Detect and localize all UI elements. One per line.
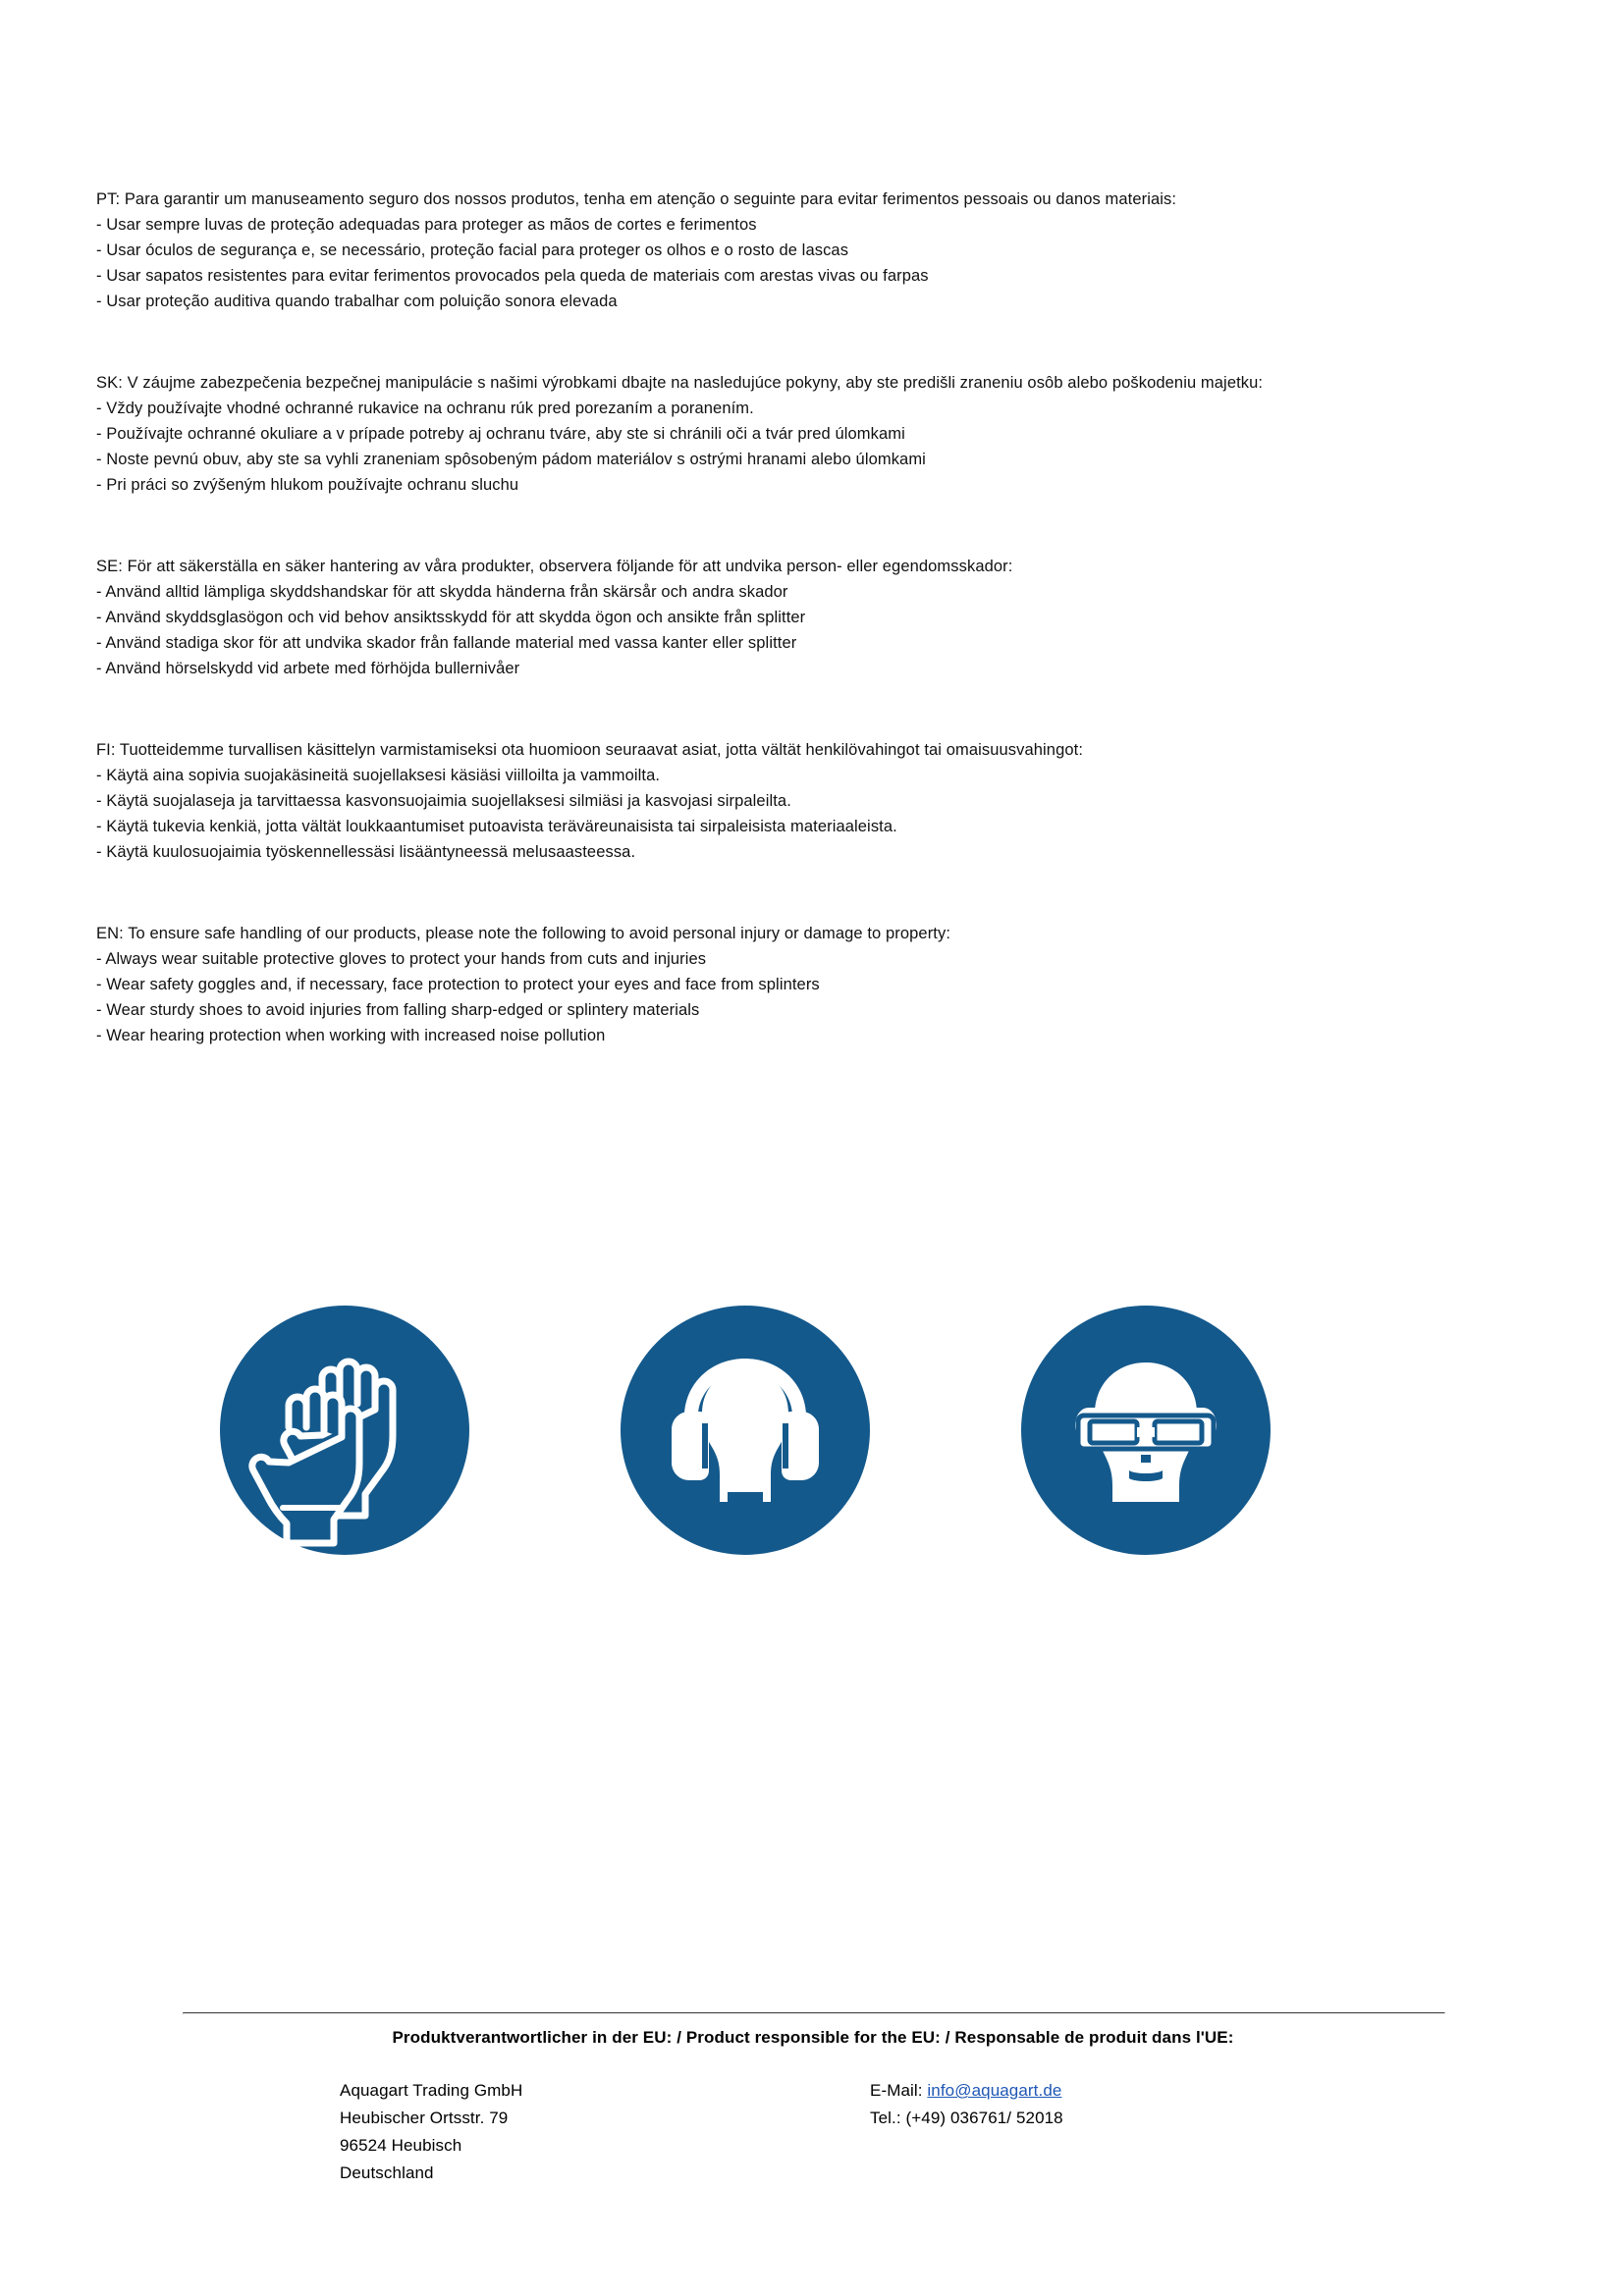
en-bullet: - Wear safety goggles and, if necessary, face protection to protect your eyes and face from splinters — [96, 976, 820, 993]
en-bullet: - Wear hearing protection when working with increased noise pollution — [96, 1027, 606, 1044]
sk-bullet: - Noste pevnú obuv, aby ste sa vyhli zraneniam spôsobeným pádom materiálov s ostrými hranami alebo úlomkami — [96, 451, 926, 468]
fi-bullet: - Käytä suojalaseja ja tarvittaessa kasvonsuojaimia suojellaksesi silmiäsi ja kasvojasi sirpaleilta. — [96, 792, 791, 810]
footer-divider — [183, 2012, 1445, 2014]
safety-goggles-icon — [1021, 1306, 1271, 1555]
fi-bullet: - Käytä kuulosuojaimia työskennellessäsi lisääntyneessä melusaasteessa. — [96, 843, 636, 861]
en-bullet: - Wear sturdy shoes to avoid injuries from falling sharp-edged or splintery materials — [96, 1001, 700, 1019]
se-bullet: - Använd skyddsglasögon och vid behov ansiktsskydd för att skydda ögon och ansikte från splitter — [96, 609, 806, 626]
company-city: 96524 Heubisch — [340, 2136, 462, 2155]
sk-bullet: - Vždy používajte vhodné ochranné rukavice na ochranu rúk pred porezaním a poranením. — [96, 400, 754, 417]
language-block-sk — [96, 370, 1490, 498]
protective-gloves-icon — [220, 1306, 469, 1555]
fi-intro: FI: Tuotteidemme turvallisen käsittelyn varmistamiseksi ota huomioon seuraavat asiat, jotta vältät henkilövahingot tai omaisuusvahingot: — [96, 741, 1084, 759]
pt-intro: PT: Para garantir um manuseamento seguro dos nossos produtos, tenha em atenção o seguinte para evitar ferimentos pessoais ou danos materiais: — [96, 190, 1177, 208]
language-block-pt — [96, 187, 1490, 314]
sk-bullet: - Používajte ochranné okuliare a v prípade potreby aj ochranu tváre, aby ste si chránili oči a tvár pred úlomkami — [96, 425, 905, 443]
company-country: Deutschland — [340, 2163, 434, 2182]
se-bullet: - Använd alltid lämpliga skyddshandskar för att skydda händerna från skärsår och andra skador — [96, 583, 788, 601]
fi-bullet: - Käytä tukevia kenkiä, jotta vältät loukkaantumiset putoavista teräväreunaisista tai sirpaleisista materiaaleista. — [96, 818, 897, 835]
footer-columns — [183, 2077, 1443, 2187]
email-row — [870, 2077, 1443, 2105]
sk-bullet: - Pri práci so zvýšeným hlukom používajte ochranu sluchu — [96, 476, 519, 494]
email-label: E-Mail: — [870, 2081, 928, 2100]
se-bullet: - Använd hörselskydd vid arbete med förhöjda bullernivåer — [96, 660, 520, 677]
company-name: Aquagart Trading GmbH — [340, 2081, 523, 2100]
footer-title: Produktverantwortlicher in der EU: / Product responsible for the EU: / Responsable de produit dans l'UE: — [392, 2028, 1234, 2047]
company-address — [183, 2077, 870, 2187]
pt-bullet: - Usar óculos de segurança e, se necessário, proteção facial para proteger os olhos e o rosto de lascas — [96, 241, 849, 259]
footer — [183, 2012, 1443, 2187]
sk-intro: SK: V záujme zabezpečenia bezpečnej manipulácie s našimi výrobkami dbajte na nasledujúce pokyny, aby ste predišli zraneniu osôb alebo poškodeniu majetku: — [96, 374, 1264, 392]
company-contact — [870, 2077, 1443, 2187]
email-link[interactable]: info@aquagart.de — [927, 2081, 1062, 2100]
pt-bullet: - Usar sapatos resistentes para evitar ferimentos provocados pela queda de materiais com arestas vivas ou farpas — [96, 267, 929, 285]
language-block-en — [96, 921, 1490, 1048]
safety-instructions-text — [96, 187, 1490, 1048]
phone-row: Tel.: (+49) 036761/ 52018 — [870, 2109, 1063, 2127]
company-street: Heubischer Ortsstr. 79 — [340, 2109, 509, 2127]
pictogram-row — [96, 1306, 1490, 1555]
pt-bullet: - Usar proteção auditiva quando trabalhar com poluição sonora elevada — [96, 293, 618, 310]
se-bullet: - Använd stadiga skor för att undvika skador från fallande material med vassa kanter eller splitter — [96, 634, 797, 652]
hearing-protection-icon — [621, 1306, 870, 1555]
fi-bullet: - Käytä aina sopivia suojakäsineitä suojellaksesi käsiäsi viilloilta ja vammoilta. — [96, 767, 661, 784]
pt-bullet: - Usar sempre luvas de proteção adequadas para proteger as mãos de cortes e ferimentos — [96, 216, 757, 234]
se-intro: SE: För att säkerställa en säker hantering av våra produkter, observera följande för att undvika person- eller egendomsskador: — [96, 558, 1013, 575]
language-block-fi — [96, 737, 1490, 865]
en-intro: EN: To ensure safe handling of our products, please note the following to avoid personal injury or damage to property: — [96, 925, 951, 942]
language-block-se — [96, 554, 1490, 681]
en-bullet: - Always wear suitable protective gloves to protect your hands from cuts and injuries — [96, 950, 707, 968]
